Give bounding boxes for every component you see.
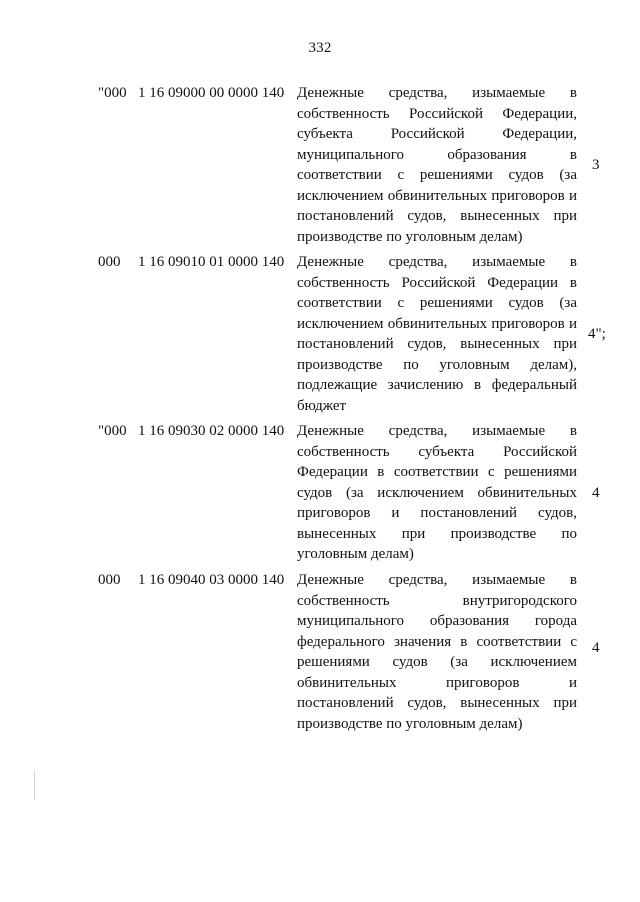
description-line: производстве по уголовным делам) bbox=[297, 715, 523, 732]
description-line: соответствии с решениями судов (за bbox=[297, 295, 577, 311]
description-line: муниципального образования города bbox=[297, 613, 577, 629]
row-prefix: "000 bbox=[98, 423, 127, 439]
row-description bbox=[297, 421, 577, 565]
description-line: субъекта Российской Федерации, bbox=[297, 126, 577, 142]
description-line: Денежные средства, изымаемые в bbox=[297, 254, 577, 270]
distribution-norm: 4 bbox=[592, 640, 600, 656]
description-line: постановлений судов, вынесенных при bbox=[297, 208, 577, 224]
description-line: федерального значения в соответствии с bbox=[297, 633, 577, 650]
description-line: приговоров и постановлений судов, bbox=[297, 505, 577, 521]
row-description bbox=[297, 252, 577, 416]
description-line: подлежащие зачислению в федеральный bbox=[297, 377, 577, 393]
description-line: муниципального образования в bbox=[297, 146, 577, 163]
description-line: уголовным делам) bbox=[297, 546, 414, 562]
description-line: бюджет bbox=[297, 397, 347, 414]
distribution-norm: 4 bbox=[592, 485, 600, 501]
budget-classification-code: 1 16 09030 02 0000 140 bbox=[138, 423, 285, 439]
description-line: Денежные средства, изымаемые в bbox=[297, 423, 577, 439]
row-prefix: 000 bbox=[98, 254, 121, 270]
row-prefix: 000 bbox=[98, 572, 121, 588]
description-line: собственность внутригородского bbox=[297, 592, 577, 609]
description-line: собственность Российской Федерации в bbox=[297, 274, 577, 291]
description-line: постановлений судов, вынесенных при bbox=[297, 336, 577, 352]
description-line: Денежные средства, изымаемые в bbox=[297, 572, 577, 588]
description-line: производстве по уголовным делам), bbox=[297, 356, 577, 373]
description-line: постановлений судов, вынесенных при bbox=[297, 695, 577, 711]
row-description bbox=[297, 570, 577, 734]
description-line: решениями судов (за исключением bbox=[297, 654, 577, 670]
distribution-norm: 4"; bbox=[588, 326, 606, 342]
description-line: Денежные средства, изымаемые в bbox=[297, 85, 577, 101]
description-line: Федерации в соответствии с решениями bbox=[297, 464, 577, 480]
description-line: судов (за исключением обвинительных bbox=[297, 484, 577, 501]
description-line: собственность Российской Федерации, bbox=[297, 105, 577, 122]
row-prefix: "000 bbox=[98, 85, 127, 101]
description-line: соответствии с решениями судов (за bbox=[297, 167, 577, 183]
description-line: вынесенных при производстве по bbox=[297, 525, 577, 542]
description-line: исключением обвинительных приговоров и bbox=[297, 315, 577, 332]
description-line: собственность субъекта Российской bbox=[297, 443, 577, 460]
budget-classification-code: 1 16 09000 00 0000 140 bbox=[138, 85, 285, 101]
row-description bbox=[297, 83, 577, 247]
description-line: производстве по уголовным делам) bbox=[297, 228, 523, 245]
description-line: исключением обвинительных приговоров и bbox=[297, 187, 577, 204]
scan-artifact-line bbox=[34, 770, 35, 800]
budget-classification-code: 1 16 09040 03 0000 140 bbox=[138, 572, 285, 588]
page-number: 332 bbox=[308, 40, 332, 56]
budget-classification-code: 1 16 09010 01 0000 140 bbox=[138, 254, 285, 270]
distribution-norm: 3 bbox=[592, 157, 600, 173]
description-line: обвинительных приговоров и bbox=[297, 674, 577, 691]
